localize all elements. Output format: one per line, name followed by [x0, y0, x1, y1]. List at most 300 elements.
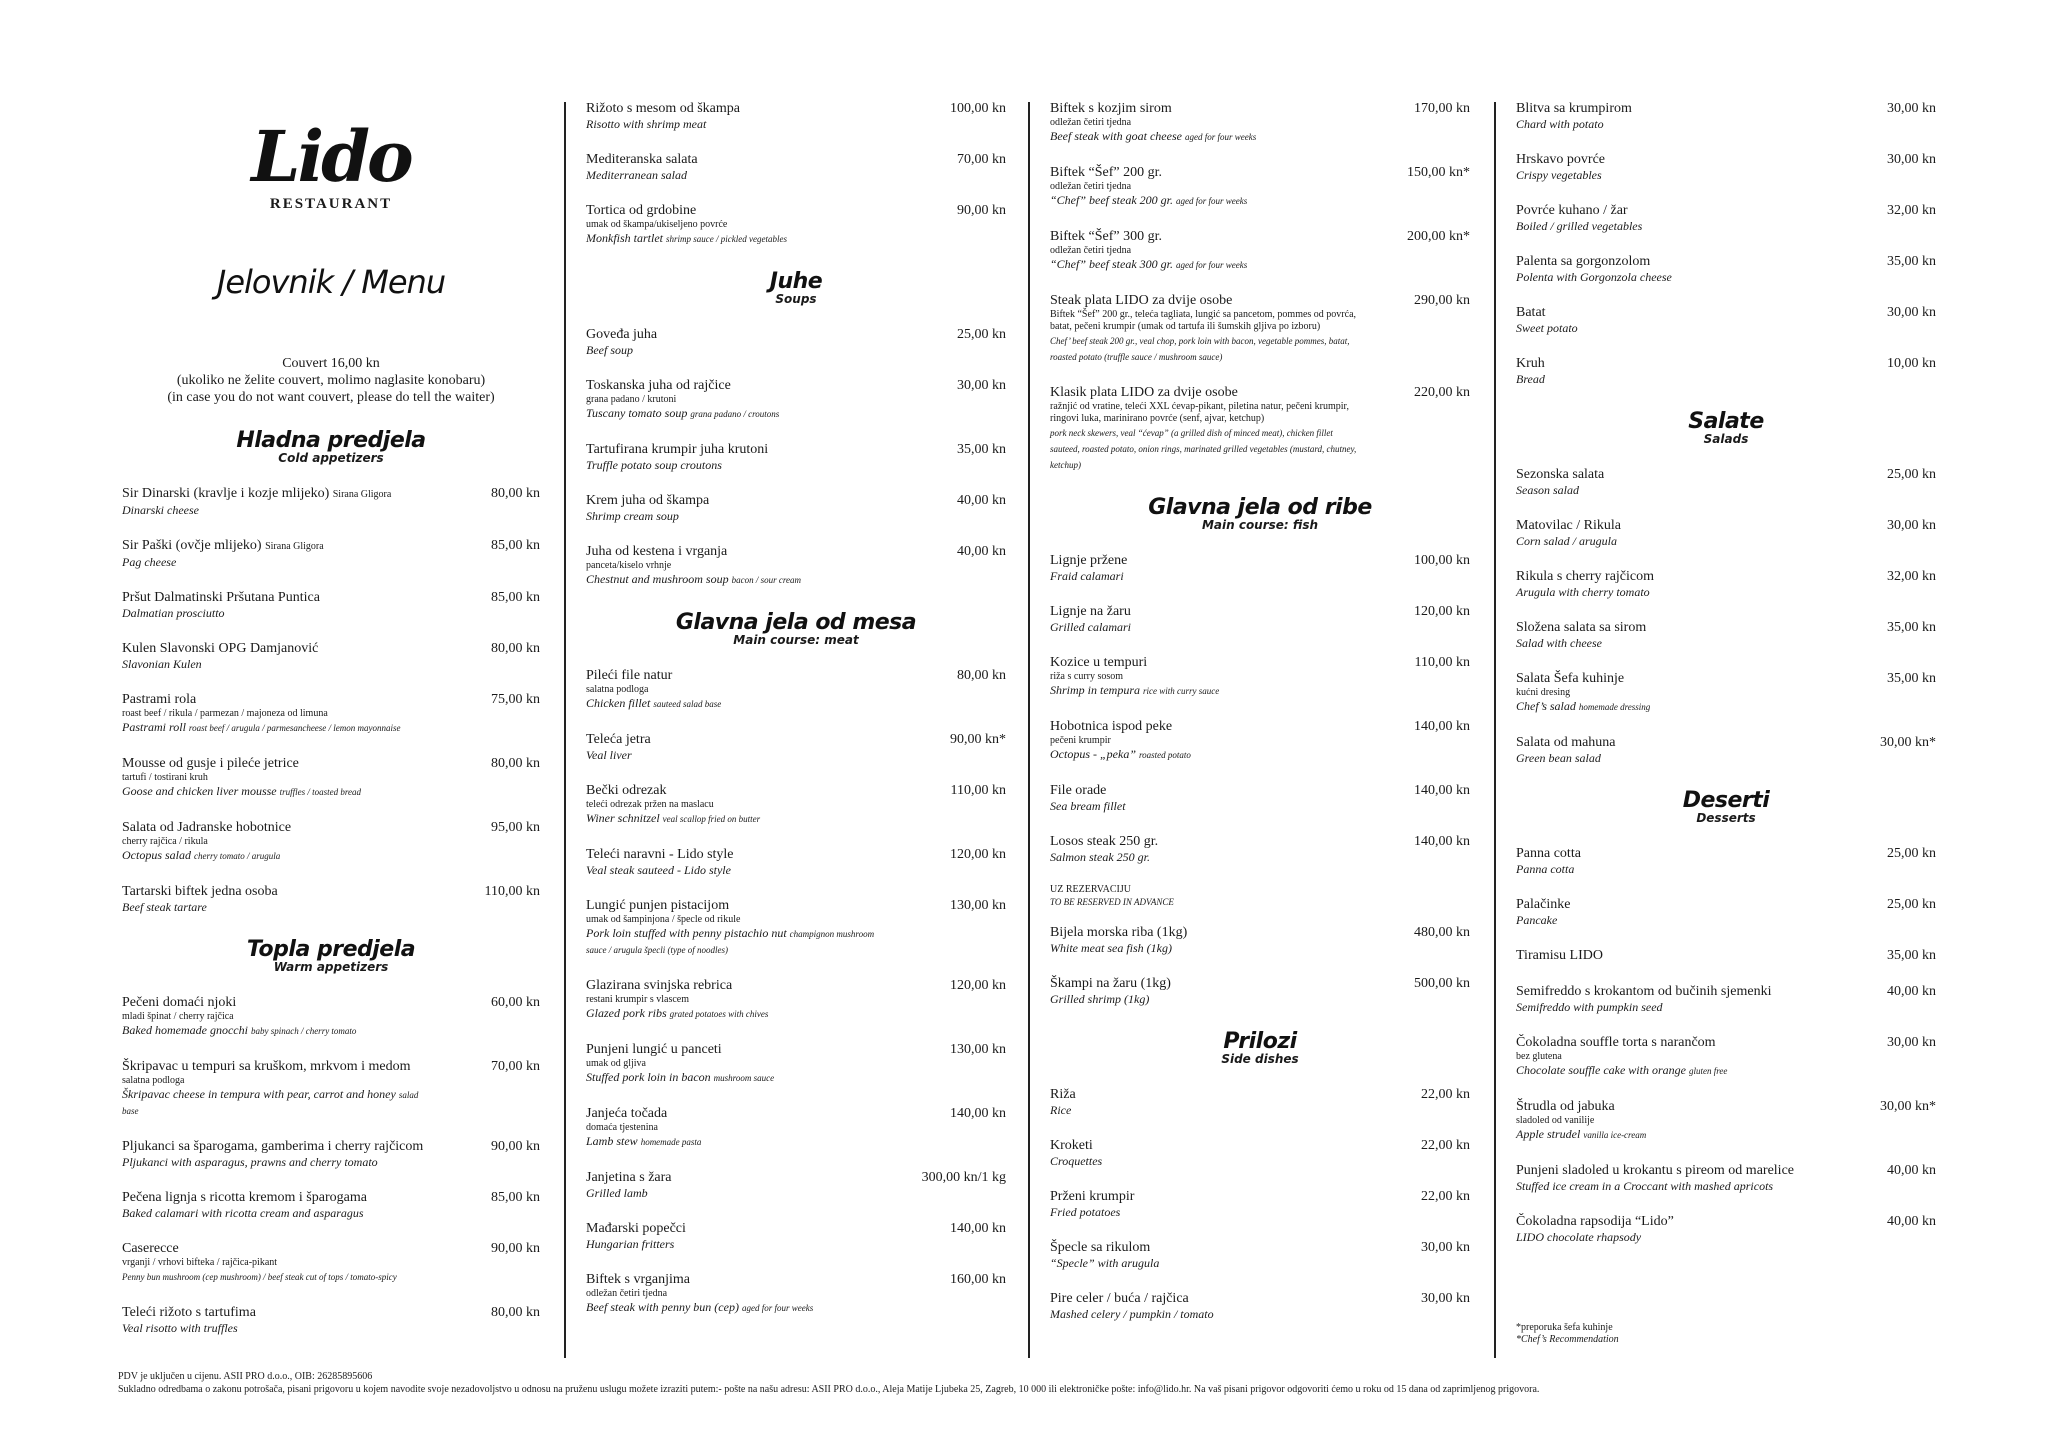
item-price: 100,00 kn	[1414, 553, 1470, 568]
item-price: 90,00 kn	[957, 203, 1006, 218]
item-english-note: pork neck skewers, veal “ćevap” (a grilled dish of minced meat), chicken fillet sauteed, roasted potato, onion rings, marinated grilled vegetables (mustard, chutney, ketchup)	[1050, 428, 1357, 470]
menu-item	[122, 1189, 540, 1221]
item-english	[122, 720, 430, 736]
item-price: 35,00 kn	[1887, 671, 1936, 686]
item-english-name: “Specle” with arugula	[1050, 1256, 1160, 1270]
item-english-note: vanilla ice-cream	[1583, 1130, 1647, 1140]
item-name	[1516, 1162, 1826, 1179]
item-name-text: Mousse od gusje i pileće jetrice	[122, 756, 299, 771]
item-english-name: Mashed celery / pumpkin / tomato	[1050, 1307, 1214, 1321]
item-description: roast beef / rikula / parmezan / majoneza od limuna	[122, 708, 328, 719]
item-name	[122, 994, 430, 1011]
item-name-text: Pršut Dalmatinski Pršutana Puntica	[122, 590, 320, 605]
item-english-name: Grilled lamb	[586, 1186, 648, 1200]
item-name	[586, 667, 896, 684]
item-english-name: Beef steak with goat cheese	[1050, 129, 1182, 143]
item-price: 35,00 kn	[1887, 620, 1936, 635]
item-english	[1516, 699, 1826, 715]
item-english	[586, 1186, 896, 1201]
item-price: 220,00 kn	[1414, 385, 1470, 400]
item-english-note: veal scallop fried on butter	[662, 814, 761, 824]
item-price: 110,00 kn	[1414, 655, 1470, 670]
item-name-text: Biftek s kozjim sirom	[1050, 101, 1172, 116]
item-name	[1516, 670, 1826, 687]
item-name-text: Pileći file natur	[586, 668, 673, 683]
item-name-text: Mađarski popečci	[586, 1221, 686, 1236]
item-english-note: homemade pasta	[640, 1137, 702, 1147]
item-name-text: Složena salata sa sirom	[1516, 620, 1647, 635]
item-price: 290,00 kn	[1414, 293, 1470, 308]
item-english	[1516, 534, 1826, 549]
item-english	[1516, 1179, 1826, 1194]
item-english	[586, 231, 896, 247]
item-english-name: Pag cheese	[122, 555, 177, 569]
item-name-text: Biftek “Šef” 300 gr.	[1050, 229, 1162, 244]
recommendation-hr: *preporuka šefa kuhinje	[1516, 1322, 1613, 1333]
menu-section	[122, 430, 540, 915]
item-name	[1050, 1137, 1360, 1154]
item-english-note: aged for four weeks	[1184, 132, 1257, 142]
section-title: Salate	[1688, 409, 1764, 434]
item-english	[586, 748, 896, 763]
menu-item	[122, 755, 540, 800]
menu-item	[122, 485, 540, 518]
item-price: 70,00 kn	[957, 152, 1006, 167]
item-english-note: roasted potato	[1139, 750, 1191, 760]
item-english	[586, 1237, 896, 1252]
restaurant-logo	[122, 115, 540, 213]
item-price: 32,00 kn	[1887, 203, 1936, 218]
item-english-name: Bread	[1516, 372, 1545, 386]
item-english-name: LIDO chocolate rhapsody	[1516, 1230, 1642, 1244]
item-price: 35,00 kn	[1887, 254, 1936, 269]
item-price: 85,00 kn	[491, 1190, 540, 1205]
item-english	[1516, 117, 1826, 132]
item-name-text: Juha od kestena i vrganja	[586, 544, 728, 559]
menu-item	[1516, 896, 1936, 928]
item-english	[1516, 751, 1826, 766]
item-name-text: Rižoto s mesom od škampa	[586, 101, 740, 116]
item-english-note: aged for four weeks	[1176, 260, 1248, 270]
item-name	[122, 1058, 430, 1075]
menu-item	[1050, 975, 1470, 1007]
item-description: salatna podloga	[122, 1075, 185, 1086]
item-name	[1516, 151, 1826, 168]
menu-item	[1050, 552, 1470, 584]
item-english	[1516, 862, 1826, 877]
item-english-name: Grilled calamari	[1050, 620, 1131, 634]
item-description: tartufi / tostirani kruh	[122, 772, 208, 783]
item-name	[122, 1138, 430, 1155]
item-price: 30,00 kn	[1887, 518, 1936, 533]
item-english	[122, 1206, 430, 1221]
menu-item	[1050, 718, 1470, 763]
item-english-note: aged for four weeks	[741, 1303, 814, 1313]
item-name	[1050, 164, 1360, 181]
item-name-text: Teleći naravni - Lido style	[586, 847, 734, 862]
item-english	[1516, 483, 1826, 498]
menu-item	[1516, 1213, 1936, 1245]
item-english-name: Chef’s salad	[1516, 699, 1576, 713]
item-english-note: Chef’ beef steak 200 gr., veal chop, pork loin with bacon, vegetable pommes, batat, roasted potato (truffle sauce / mushroom sauce)	[1050, 336, 1350, 362]
item-english	[586, 811, 896, 827]
menu-item	[1516, 304, 1936, 336]
section-heading	[122, 939, 540, 974]
item-english	[122, 900, 430, 915]
item-name-text: Krem juha od škampa	[586, 493, 710, 508]
item-name	[1516, 845, 1826, 862]
item-price: 40,00 kn	[957, 493, 1006, 508]
item-english-name: Stuffed ice cream in a Croccant with mashed apricots	[1516, 1179, 1774, 1193]
item-english-note: gluten free	[1688, 1066, 1728, 1076]
item-price: 10,00 kn	[1887, 356, 1936, 371]
item-english-name: Beef steak with penny bun (cep)	[586, 1300, 739, 1314]
menu-column-4	[1516, 100, 1936, 1264]
item-description: odležan četiri tjedna	[1050, 181, 1132, 192]
item-name-text: Palačinke	[1516, 897, 1571, 912]
item-name-text: Steak plata LIDO za dvije osobe	[1050, 293, 1233, 308]
item-price: 140,00 kn	[1414, 834, 1470, 849]
item-price: 130,00 kn	[950, 1042, 1006, 1057]
item-english-name: Tuscany tomato soup	[586, 406, 688, 420]
item-name	[586, 1271, 896, 1288]
item-name-text: Salata Šefa kuhinje	[1516, 671, 1625, 686]
menu-item	[122, 994, 540, 1039]
item-english	[586, 343, 896, 358]
menu-section	[586, 612, 1006, 1316]
item-english-name: Risotto with shrimp meat	[586, 117, 707, 131]
menu-item	[1516, 1162, 1936, 1194]
menu-item	[1050, 100, 1470, 145]
item-name	[586, 782, 896, 799]
item-name	[586, 1105, 896, 1122]
item-price: 90,00 kn*	[950, 732, 1006, 747]
section-heading	[1516, 790, 1936, 825]
menu-item	[586, 1169, 1006, 1201]
item-name	[1050, 1086, 1360, 1103]
footer-complaint-line: Sukladno odredbama o zakonu potrošača, pisani prigovoru u kojem navodite svoje nezadovoljstvo u odnosu na pruženu uslugu možete izraziti putem:- pošte na našu adresu: ASII PRO d.o.o., Aleja Matije Ljubeka 25, Zagreb, 10 000 ili elektroničke pošte: info@lido.hr. Na vaš pisani prigovor odgovoriti ćemo u roku od 15 dana od zaprimljenog prigovora.	[118, 1384, 1540, 1395]
item-name	[1516, 466, 1826, 483]
item-price: 95,00 kn	[491, 820, 540, 835]
item-english	[1516, 1230, 1826, 1245]
menu-item	[1516, 151, 1936, 183]
menu-item	[586, 202, 1006, 247]
item-price: 85,00 kn	[491, 538, 540, 553]
item-name	[1516, 896, 1826, 913]
item-english	[1516, 636, 1826, 651]
item-english-note: shrimp sauce / pickled vegetables	[666, 234, 787, 244]
menu-item	[122, 589, 540, 621]
item-price: 30,00 kn*	[1880, 1099, 1936, 1114]
item-name-text: Janjetina s žara	[586, 1170, 672, 1185]
item-name	[586, 897, 896, 914]
menu-item	[1050, 833, 1470, 865]
item-price: 35,00 kn	[1887, 948, 1936, 963]
item-description: salatna podloga	[586, 684, 649, 695]
menu-item	[586, 977, 1006, 1022]
item-name-text: Hrskavo povrće	[1516, 152, 1606, 167]
section-subtitle: Desserts	[1696, 811, 1756, 825]
item-name	[1050, 654, 1360, 671]
item-english-name: Monkfish tartlet	[586, 231, 663, 245]
item-english-note: cherry tomato / arugula	[194, 851, 281, 861]
item-price: 120,00 kn	[950, 847, 1006, 862]
item-english-name: Truffle potato soup croutons	[586, 458, 722, 472]
menu-item	[122, 640, 540, 672]
menu-item	[1050, 292, 1470, 365]
item-name	[1516, 355, 1826, 372]
section-title: Glavna jela od ribe	[1148, 495, 1372, 520]
recommendation-en: *Chef’s Recommendation	[1516, 1334, 1619, 1345]
item-english-note: grana padano / croutons	[690, 409, 780, 419]
menu-item	[1050, 164, 1470, 209]
item-english-name: Slavonian Kulen	[122, 657, 202, 671]
item-english	[586, 1300, 896, 1316]
menu-section	[586, 100, 1006, 247]
menu-item	[1050, 603, 1470, 635]
item-english-name: Panna cotta	[1516, 862, 1575, 876]
menu-item	[122, 1304, 540, 1336]
menu-section	[1516, 411, 1936, 766]
item-name	[122, 691, 430, 708]
item-name-text: Semifreddo s krokantom od bučinih sjemenki	[1516, 984, 1772, 999]
menu-item	[1050, 1188, 1470, 1220]
item-english-note: grated potatoes with chives	[669, 1009, 769, 1019]
item-english	[586, 458, 896, 473]
section-heading	[1050, 1031, 1470, 1066]
chef-recommendation-note	[1516, 1322, 1619, 1346]
item-name	[1516, 202, 1826, 219]
item-english-note: aged for four weeks	[1176, 196, 1248, 206]
item-english	[1516, 372, 1826, 387]
legal-footer	[118, 1370, 1938, 1396]
item-english	[1050, 1103, 1360, 1118]
item-name	[122, 883, 430, 900]
item-name	[1050, 924, 1360, 941]
item-description: kućni dresing	[1516, 687, 1571, 698]
item-name	[586, 1169, 896, 1186]
item-english	[1050, 747, 1360, 763]
item-name	[1050, 603, 1360, 620]
item-name-text: Hobotnica ispod peke	[1050, 719, 1173, 734]
item-name-text: Matovilac / Rikula	[1516, 518, 1621, 533]
item-name-text: Panna cotta	[1516, 846, 1581, 861]
item-english-note: rice with curry sauce	[1143, 686, 1220, 696]
menu-column-2	[586, 100, 1006, 1335]
item-price: 40,00 kn	[1887, 1163, 1936, 1178]
menu-item	[122, 883, 540, 915]
item-name-text: Sezonska salata	[1516, 467, 1605, 482]
item-name-note: Sirana Gligora	[332, 489, 392, 500]
item-name	[586, 441, 896, 458]
item-english	[586, 696, 896, 712]
item-english	[1516, 321, 1826, 336]
item-price: 25,00 kn	[1887, 467, 1936, 482]
item-english	[586, 863, 896, 878]
item-price: 120,00 kn	[1414, 604, 1470, 619]
item-price: 80,00 kn	[491, 641, 540, 656]
item-description: umak od škampa/ukiseljeno povrće	[586, 219, 728, 230]
item-name-text: Mediteranska salata	[586, 152, 698, 167]
menu-item	[1050, 1086, 1470, 1118]
item-name-text: Palenta sa gorgonzolom	[1516, 254, 1651, 269]
item-price: 140,00 kn	[1414, 783, 1470, 798]
menu-item	[586, 1220, 1006, 1252]
item-english	[1050, 1154, 1360, 1169]
item-name-text: Bečki odrezak	[586, 783, 667, 798]
item-name	[586, 1220, 896, 1237]
menu-item	[586, 782, 1006, 827]
menu-column-1	[122, 100, 540, 1355]
item-description: odležan četiri tjedna	[586, 1288, 668, 1299]
item-english	[1050, 799, 1360, 814]
item-price: 90,00 kn	[491, 1241, 540, 1256]
item-name-text: Špecle sa rikulom	[1050, 1240, 1151, 1255]
item-name-text: Rikula s cherry rajčicom	[1516, 569, 1655, 584]
menu-item	[122, 819, 540, 864]
item-english	[122, 555, 430, 570]
item-english-name: Rice	[1050, 1103, 1072, 1117]
item-description: odležan četiri tjedna	[1050, 117, 1132, 128]
item-name-text: Škampi na žaru (1kg)	[1050, 976, 1171, 991]
menu-item	[1050, 384, 1470, 473]
item-english-note: truffles / toasted bread	[279, 787, 362, 797]
item-english-name: Beef soup	[586, 343, 633, 357]
menu-item	[1516, 100, 1936, 132]
reservation-note-hr: UZ REZERVACIJU	[1050, 884, 1131, 895]
item-english-note: salad base	[122, 1090, 419, 1116]
item-name-text: Biftek “Šef” 200 gr.	[1050, 165, 1162, 180]
menu-item	[1516, 845, 1936, 877]
item-name	[1516, 947, 1826, 964]
item-name	[122, 1240, 430, 1257]
item-description: Biftek “Šef” 200 gr., teleća tagliata, lungić sa pancetom, pommes od povrća, batat, pečeni krumpir (umak od tartufa ili šumskih gljiva po izboru)	[1050, 309, 1357, 332]
item-name	[1516, 1098, 1826, 1115]
item-price: 40,00 kn	[1887, 984, 1936, 999]
section-subtitle: Warm appetizers	[273, 960, 389, 974]
item-price: 100,00 kn	[950, 101, 1006, 116]
item-english	[122, 657, 430, 672]
item-english-name: Croquettes	[1050, 1154, 1103, 1168]
item-english-name: Arugula with cherry tomato	[1516, 585, 1650, 599]
item-english-name: Sea bream fillet	[1050, 799, 1126, 813]
item-price: 25,00 kn	[957, 327, 1006, 342]
item-english-name: Polenta with Gorgonzola cheese	[1516, 270, 1672, 284]
item-english-name: Winer schnitzel	[586, 811, 660, 825]
item-price: 160,00 kn	[950, 1272, 1006, 1287]
item-price: 30,00 kn	[1887, 1035, 1936, 1050]
logo-script: Lido	[251, 115, 411, 198]
item-english	[586, 572, 896, 588]
item-name	[1516, 253, 1826, 270]
item-english	[1050, 257, 1360, 273]
item-english	[122, 606, 430, 621]
item-english-name: Hungarian fritters	[586, 1237, 675, 1251]
section-heading	[1050, 497, 1470, 532]
item-price: 30,00 kn	[1887, 101, 1936, 116]
item-price: 40,00 kn	[1887, 1214, 1936, 1229]
item-name	[586, 492, 896, 509]
item-english	[1516, 913, 1826, 928]
item-description: teleći odrezak pržen na maslacu	[586, 799, 714, 810]
item-name-text: Janjeća točada	[586, 1106, 668, 1121]
menu-item	[1516, 1098, 1936, 1143]
item-name	[1516, 568, 1826, 585]
item-english-name: Boiled / grilled vegetables	[1516, 219, 1643, 233]
item-english	[122, 784, 430, 800]
item-name-text: Teleći rižoto s tartufima	[122, 1305, 256, 1320]
item-english-note: mushroom sauce	[713, 1073, 775, 1083]
section-heading	[586, 612, 1006, 647]
item-english-name: Shrimp cream soup	[586, 509, 679, 523]
item-name-text: Kulen Slavonski OPG Damjanović	[122, 641, 319, 656]
item-name-text: Losos steak 250 gr.	[1050, 834, 1159, 849]
item-name	[586, 100, 896, 117]
item-name-text: Sir Paški (ovčje mlijeko)	[122, 538, 262, 553]
item-name-text: Teleća jetra	[586, 732, 651, 747]
item-description: panceta/kiselo vrhnje	[586, 560, 672, 571]
item-name-text: Pečena lignja s ricotta kremom i šparogama	[122, 1190, 367, 1205]
couvert-note-en: (in case you do not want couvert, please do tell the waiter)	[167, 390, 495, 405]
menu-item	[122, 691, 540, 736]
item-price: 30,00 kn	[957, 378, 1006, 393]
item-description: bez glutena	[1516, 1051, 1562, 1062]
item-price: 150,00 kn*	[1407, 165, 1470, 180]
item-description: domaća tjestenina	[586, 1122, 658, 1133]
section-subtitle: Main course: fish	[1201, 518, 1319, 532]
item-name-text: Sir Dinarski (kravlje i kozje mlijeko)	[122, 486, 330, 501]
section-subtitle: Cold appetizers	[278, 451, 384, 465]
menu-item	[122, 1138, 540, 1170]
item-english-name: Grilled shrimp (1kg)	[1050, 992, 1150, 1006]
item-english-name: Pancake	[1516, 913, 1558, 927]
item-name	[586, 846, 896, 863]
menu-item	[1516, 947, 1936, 964]
item-name	[122, 485, 430, 503]
item-english-name: Fraid calamari	[1050, 569, 1124, 583]
item-name-text: Toskanska juha od rajčice	[586, 378, 731, 393]
section-title: Juhe	[769, 269, 823, 294]
item-english-note: bacon / sour cream	[731, 575, 801, 585]
menu-item	[586, 543, 1006, 588]
item-english	[1516, 168, 1826, 183]
menu-item	[122, 1240, 540, 1285]
item-english-name: Crispy vegetables	[1516, 168, 1602, 182]
item-description: cherry rajčica / rikula	[122, 836, 208, 847]
item-english-name: Chestnut and mushroom soup	[586, 572, 729, 586]
menu-item	[586, 151, 1006, 183]
item-description: pečeni krumpir	[1050, 735, 1111, 746]
item-english-name: Baked calamari with ricotta cream and asparagus	[122, 1206, 364, 1220]
section-subtitle: Soups	[775, 292, 817, 306]
item-english	[1516, 270, 1826, 285]
item-english-name: Octopus salad	[122, 848, 191, 862]
item-name-note: Sirana Gligora	[265, 541, 324, 552]
menu-item	[1516, 1034, 1936, 1079]
item-description: mladi špinat / cherry rajčica	[122, 1011, 234, 1022]
item-english	[1516, 1127, 1826, 1143]
item-name	[1050, 1188, 1360, 1205]
menu-item	[586, 377, 1006, 422]
item-name	[1516, 517, 1826, 534]
menu-item	[122, 1058, 540, 1119]
section-heading	[122, 430, 540, 465]
item-price: 30,00 kn	[1887, 305, 1936, 320]
item-price: 25,00 kn	[1887, 846, 1936, 861]
item-english	[1516, 219, 1826, 234]
reservation-note-en: TO BE RESERVED IN ADVANCE	[1050, 897, 1174, 907]
item-english-name: Dalmatian prosciutto	[122, 606, 225, 620]
